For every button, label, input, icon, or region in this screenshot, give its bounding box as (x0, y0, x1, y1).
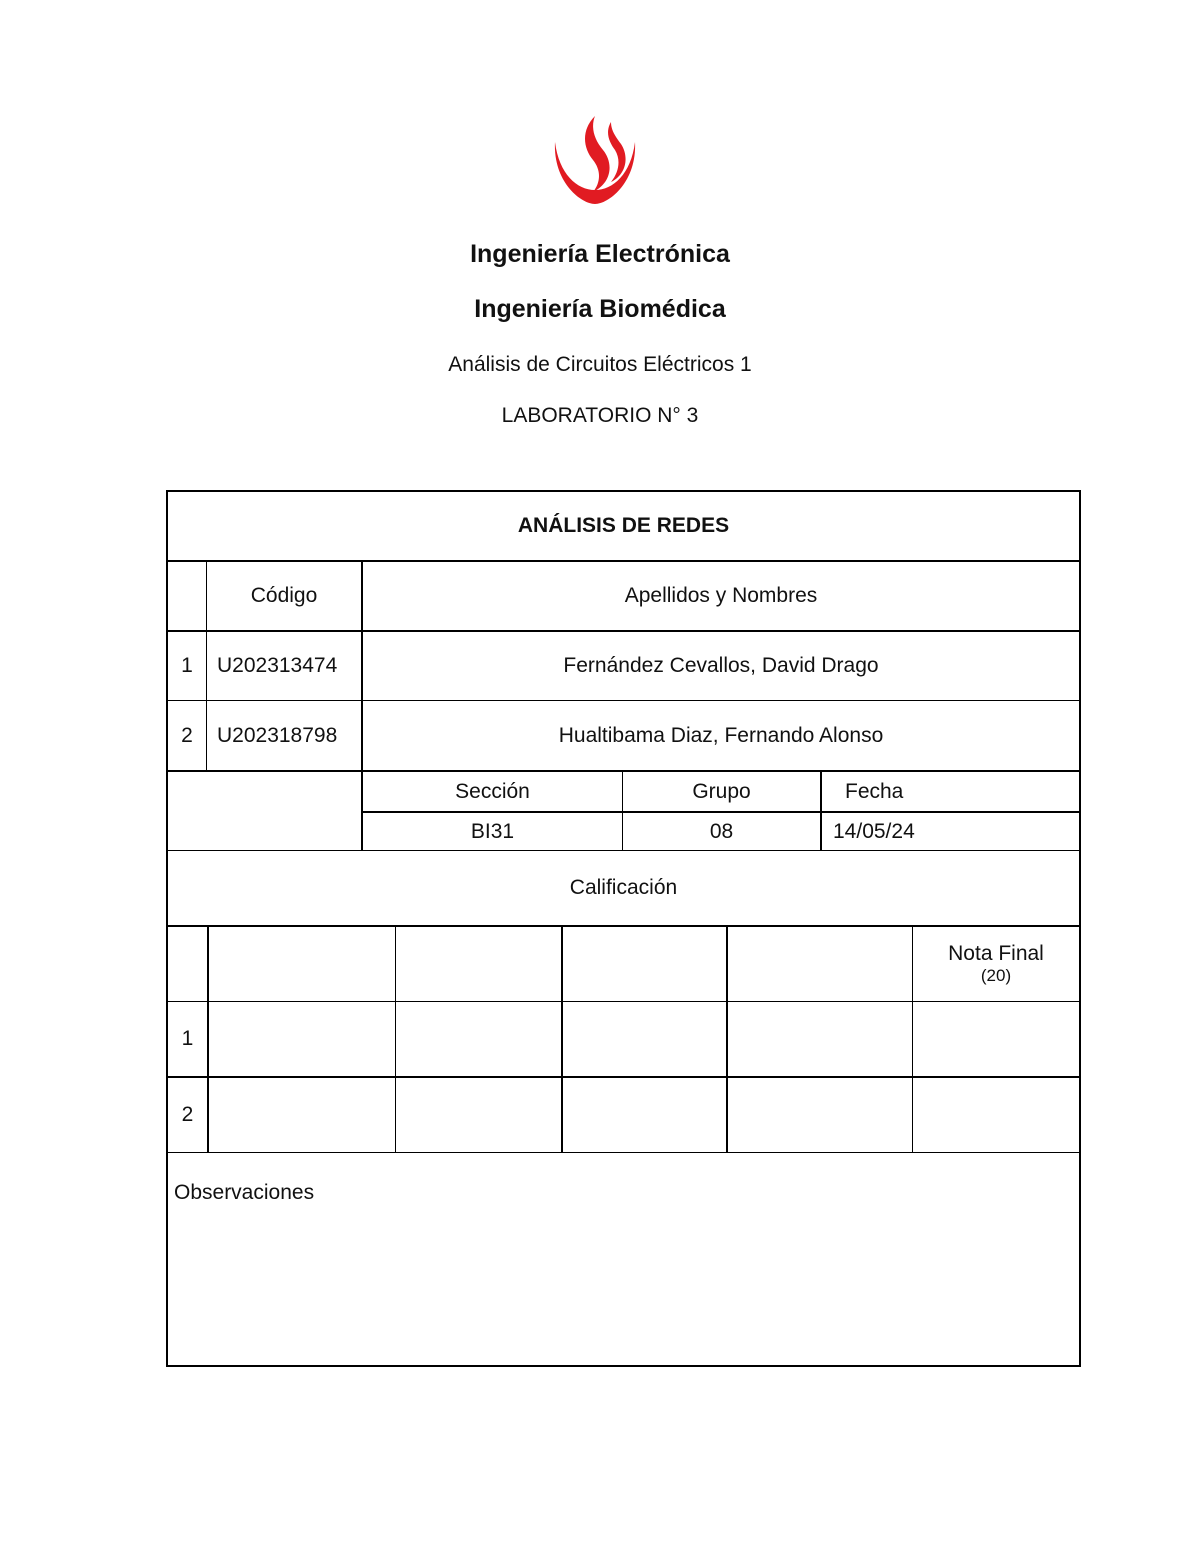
calificacion-heading: Calificación (569, 876, 678, 899)
label-fecha: Fecha (845, 779, 904, 803)
table-rule (166, 1152, 1081, 1153)
grade-row-1-number: 1 (181, 1027, 194, 1050)
value-fecha: 14/05/24 (833, 819, 915, 843)
grade-row-2-number: 2 (181, 1103, 194, 1126)
nota-final-header (913, 927, 1079, 1001)
table-title: ANÁLISIS DE REDES (517, 514, 730, 537)
table-rule (726, 925, 728, 1153)
faculty-title-biomedica: Ingeniería Biomédica (474, 295, 726, 323)
table-rule (207, 925, 209, 1153)
nota-final-max: (20) (980, 966, 1012, 985)
table-rule (395, 925, 396, 1153)
label-seccion: Sección (455, 779, 530, 803)
value-seccion: BI31 (470, 819, 515, 843)
value-grupo: 08 (709, 819, 734, 843)
header-codigo: Código (250, 584, 318, 607)
student-2-number: 2 (181, 723, 193, 747)
upc-logo-icon (551, 112, 639, 208)
student-2-name: Hualtibama Diaz, Fernando Alonso (558, 723, 884, 747)
student-1-code: U202313474 (217, 654, 338, 677)
label-grupo: Grupo (692, 779, 751, 803)
observaciones-label: Observaciones (174, 1181, 315, 1204)
lab-number: LABORATORIO N° 3 (501, 404, 699, 427)
table-rule (166, 1076, 1081, 1078)
course-title: Análisis de Circuitos Eléctricos 1 (448, 353, 752, 376)
student-1-number: 1 (181, 654, 193, 677)
header-apellidos-nombres: Apellidos y Nombres (624, 584, 818, 607)
student-2-code: U202318798 (217, 723, 338, 747)
table-border-right (1079, 490, 1081, 1367)
table-border-left (166, 490, 168, 1367)
table-rule (561, 925, 563, 1153)
faculty-title-electronica: Ingeniería Electrónica (470, 240, 730, 268)
student-1-name: Fernández Cevallos, David Drago (563, 654, 879, 677)
nota-final-label: Nota Final (948, 942, 1044, 965)
table-border-bottom (166, 1365, 1081, 1367)
table-rule (166, 1001, 1081, 1002)
